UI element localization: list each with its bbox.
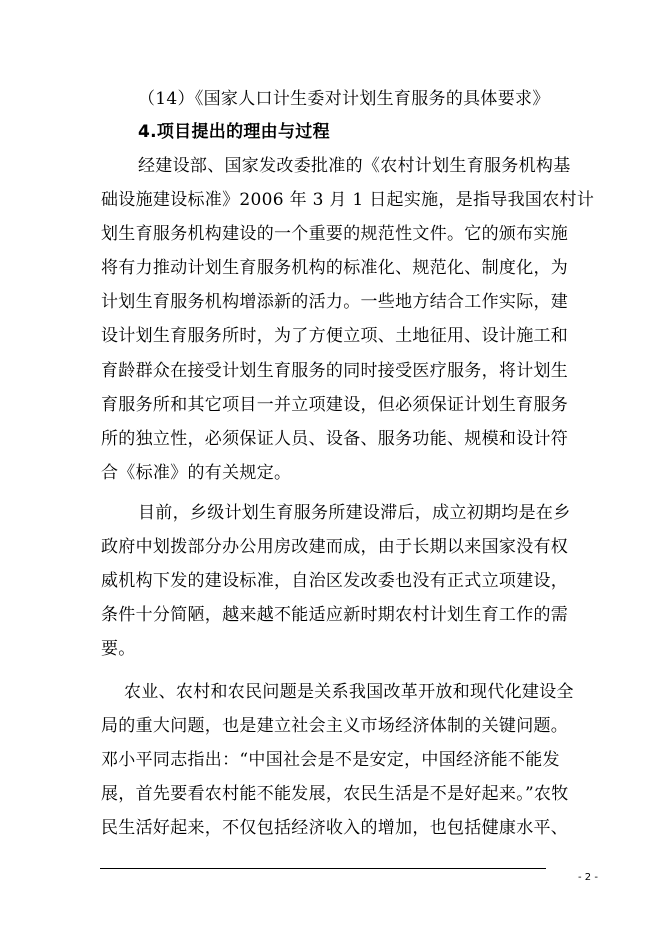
page-number: - 2 - [578,872,598,883]
paragraph-3-line-5: 民生活好起来，不仅包括经济收入的增加，也包括健康水平、 [101,818,569,838]
paragraph-2-line-5: 要。 [101,639,136,659]
footer-divider [100,868,546,869]
paragraph-1-line-3: 划生育服务机构建设的一个重要的规范性文件。它的颁布实施 [101,224,569,244]
paragraph-1-line-1: 经建设部、国家发改委批准的《农村计划生育服务机构基 [138,156,571,176]
paragraph-1-line-9: 所的独立性，必须保证人员、设备、服务功能、规模和设计符 [101,429,569,449]
paragraph-1-line-8: 育服务所和其它项目一并立项建设，但必须保证计划生育服务 [101,395,569,415]
paragraph-3-line-1: 农业、农村和农民问题是关系我国改革开放和现代化建设全 [124,682,574,702]
paragraph-3-line-3: 邓小平同志指出：“中国社会是不是安定，中国经济能不能发 [101,750,560,770]
paragraph-2-line-2: 政府中划拨部分办公用房改建而成，由于长期以来国家没有权 [101,537,569,557]
paragraph-2-line-1: 目前，乡级计划生育服务所建设滞后，成立初期均是在乡 [138,503,571,523]
reference-item-14: （14）《国家人口计生委对计划生育服务的具体要求》 [138,89,550,109]
paragraph-1-line-10: 合《标准》的有关规定。 [101,463,292,483]
paragraph-1-line-5: 计划生育服务机构增添新的活力。一些地方结合工作实际，建 [101,292,569,312]
paragraph-1-line-7: 育龄群众在接受计划生育服务的同时接受医疗服务，将计划生 [101,361,569,381]
paragraph-1-line-6: 设计划生育服务所时，为了方便立项、土地征用、设计施工和 [101,326,569,346]
paragraph-2-line-3: 威机构下发的建设标准，自治区发改委也没有正式立项建设， [101,571,569,591]
section-heading: 4.项目提出的理由与过程 [138,122,330,142]
paragraph-3-line-4: 展，首先要看农村能不能发展，农民生活是不是好起来。”农牧 [101,784,569,804]
paragraph-1-line-2: 础设施建设标准》2006 年 3 月 1 日起实施，是指导我国农村计 [101,190,595,210]
paragraph-1-line-4: 将有力推动计划生育服务机构的标准化、规范化、制度化，为 [101,258,569,278]
paragraph-3-line-2: 局的重大问题，也是建立社会主义市场经济体制的关键问题。 [101,716,569,736]
paragraph-2-line-4: 条件十分简陋，越来越不能适应新时期农村计划生育工作的需 [101,605,569,625]
